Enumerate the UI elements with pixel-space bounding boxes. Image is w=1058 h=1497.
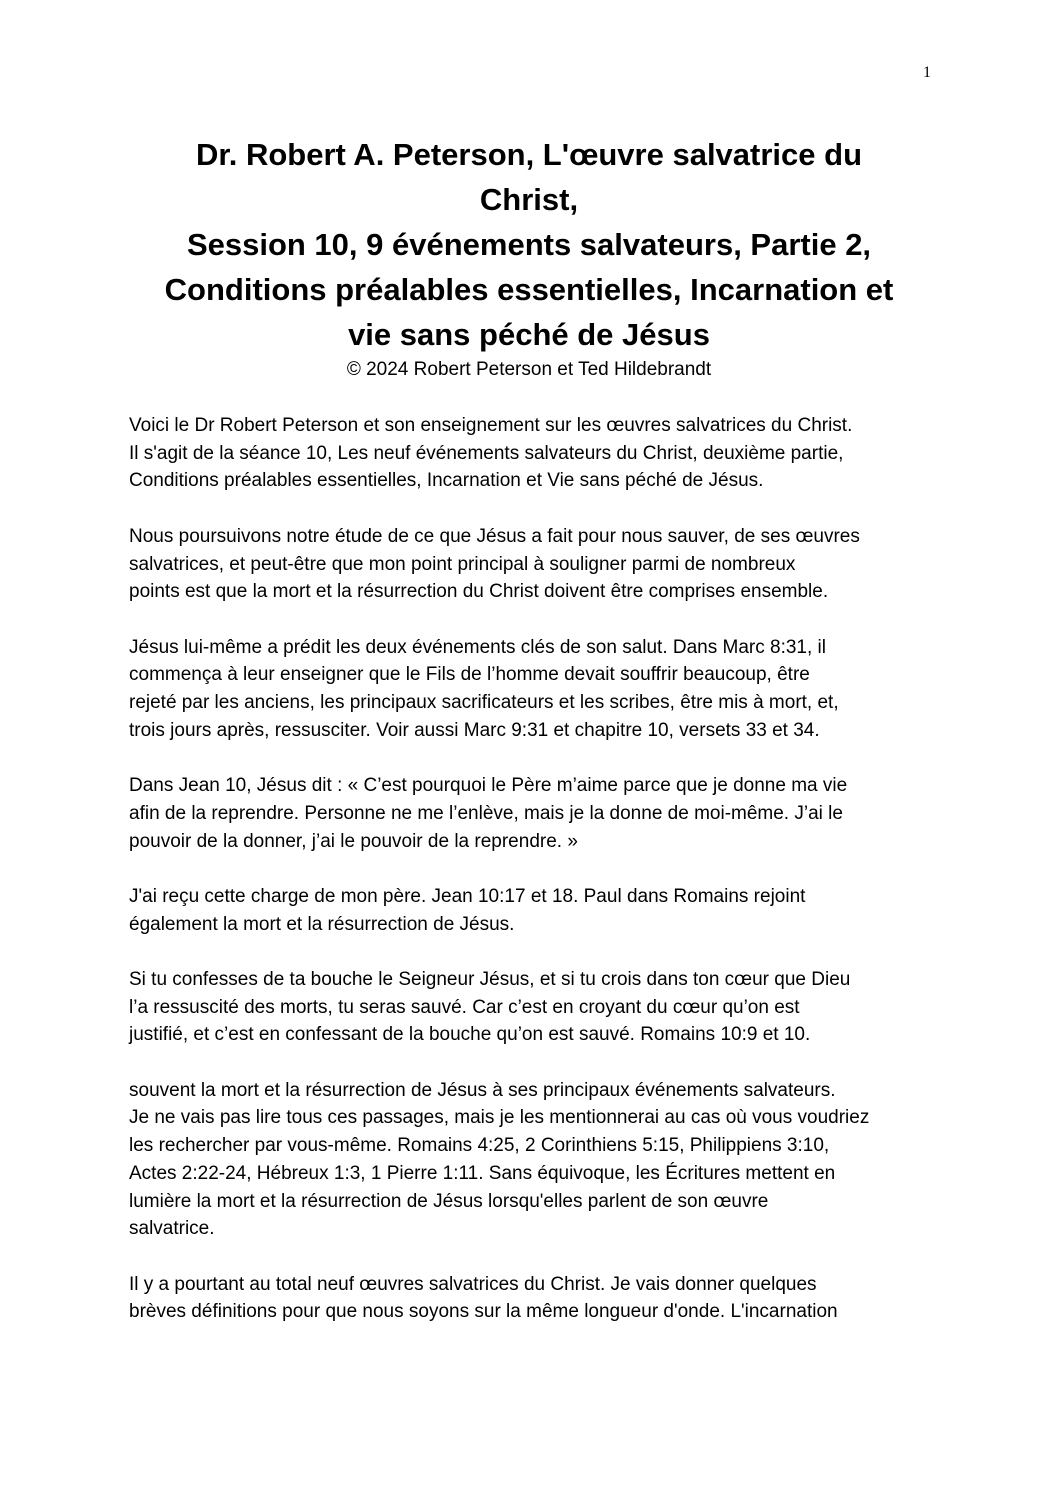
text-line: Je ne vais pas lire tous ces passages, mais je les mentionnerai au cas où vous voudriez [129, 1107, 870, 1129]
text-line: Actes 2:22-24, Hébreux 1:3, 1 Pierre 1:11. Sans équivoque, les Écritures mettent en [129, 1162, 836, 1184]
text-line: lumière la mort et la résurrection de Jésus lorsqu'elles parlent de son œuvre [129, 1190, 769, 1212]
text-line: trois jours après, ressusciter. Voir aussi Marc 9:31 et chapitre 10, versets 33 et 34. [129, 719, 820, 741]
text-line: commença à leur enseigner que le Fils de l’homme devait souffrir beaucoup, être [129, 664, 810, 686]
paragraph [129, 1271, 944, 1326]
text-line: l’a ressuscité des morts, tu seras sauvé. Car c’est en croyant du cœur qu’on est [129, 996, 800, 1018]
text-line: points est que la mort et la résurrection du Christ doivent être comprises ensemble. [129, 581, 829, 603]
text-line: Nous poursuivons notre étude de ce que Jésus a fait pour nous sauver, de ses œuvres [129, 525, 860, 547]
text-line: Si tu confesses de ta bouche le Seigneur Jésus, et si tu crois dans ton cœur que Dieu [129, 968, 851, 990]
title-line: Session 10, 9 événements salvateurs, Partie 2, [186, 227, 872, 262]
paragraph [129, 772, 944, 855]
text-line: pouvoir de la donner, j’ai le pouvoir de la reprendre. » [129, 830, 578, 852]
text-line: Voici le Dr Robert Peterson et son enseignement sur les œuvres salvatrices du Christ. [129, 415, 853, 436]
page-number: 1 [923, 64, 931, 81]
title-line: Conditions préalables essentielles, Incarnation et [164, 272, 894, 307]
text-line: également la mort et la résurrection de Jésus. [129, 913, 515, 935]
text-line: Dans Jean 10, Jésus dit : « C’est pourquoi le Père m’aime parce que je donne ma vie [129, 775, 848, 797]
text-line: afin de la reprendre. Personne ne me l’enlève, mais je la donne de moi-même. J’ai le [129, 802, 843, 824]
title-line: Christ, [479, 182, 579, 217]
text-line: Il s'agit de la séance 10, Les neuf événements salvateurs du Christ, deuxième partie, [129, 442, 844, 464]
text-line: justifié, et c’est en confessant de la bouche qu’on est sauvé. Romains 10:9 et 10. [129, 1024, 811, 1046]
paragraph [129, 634, 944, 745]
text-line: Conditions préalables essentielles, Incarnation et Vie sans péché de Jésus. [129, 470, 764, 492]
text-line: les rechercher par vous-même. Romains 4:25, 2 Corinthiens 5:15, Philippiens 3:10, [129, 1135, 830, 1157]
text-line: rejeté par les anciens, les principaux sacrificateurs et les scribes, être mis à mort, et, [129, 692, 839, 713]
text-line: salvatrices, et peut-être que mon point principal à souligner parmi de nombreux [129, 553, 796, 575]
paragraph [129, 1077, 944, 1243]
text-line: Jésus lui-même a prédit les deux événements clés de son salut. Dans Marc 8:31, il [129, 636, 826, 658]
title-line: vie sans péché de Jésus [348, 317, 710, 352]
text-line: Il y a pourtant au total neuf œuvres salvatrices du Christ. Je vais donner quelques [129, 1273, 817, 1295]
text-line: salvatrice. [129, 1218, 215, 1240]
copyright-notice: © 2024 Robert Peterson et Ted Hildebrandt [346, 359, 712, 380]
paragraph [129, 883, 944, 938]
title-line: Dr. Robert A. Peterson, L'œuvre salvatrice du [195, 137, 862, 172]
text-line: brèves définitions pour que nous soyons sur la même longueur d'onde. L'incarnation [129, 1301, 838, 1323]
paragraph [129, 412, 944, 495]
text-line: souvent la mort et la résurrection de Jésus à ses principaux événements salvateurs. [129, 1079, 836, 1101]
paragraph [129, 523, 944, 606]
paragraph [129, 966, 944, 1049]
document-header [100, 132, 958, 383]
text-line: J'ai reçu cette charge de mon père. Jean 10:17 et 18. Paul dans Romains rejoint [129, 885, 806, 907]
document-body [129, 412, 944, 1354]
